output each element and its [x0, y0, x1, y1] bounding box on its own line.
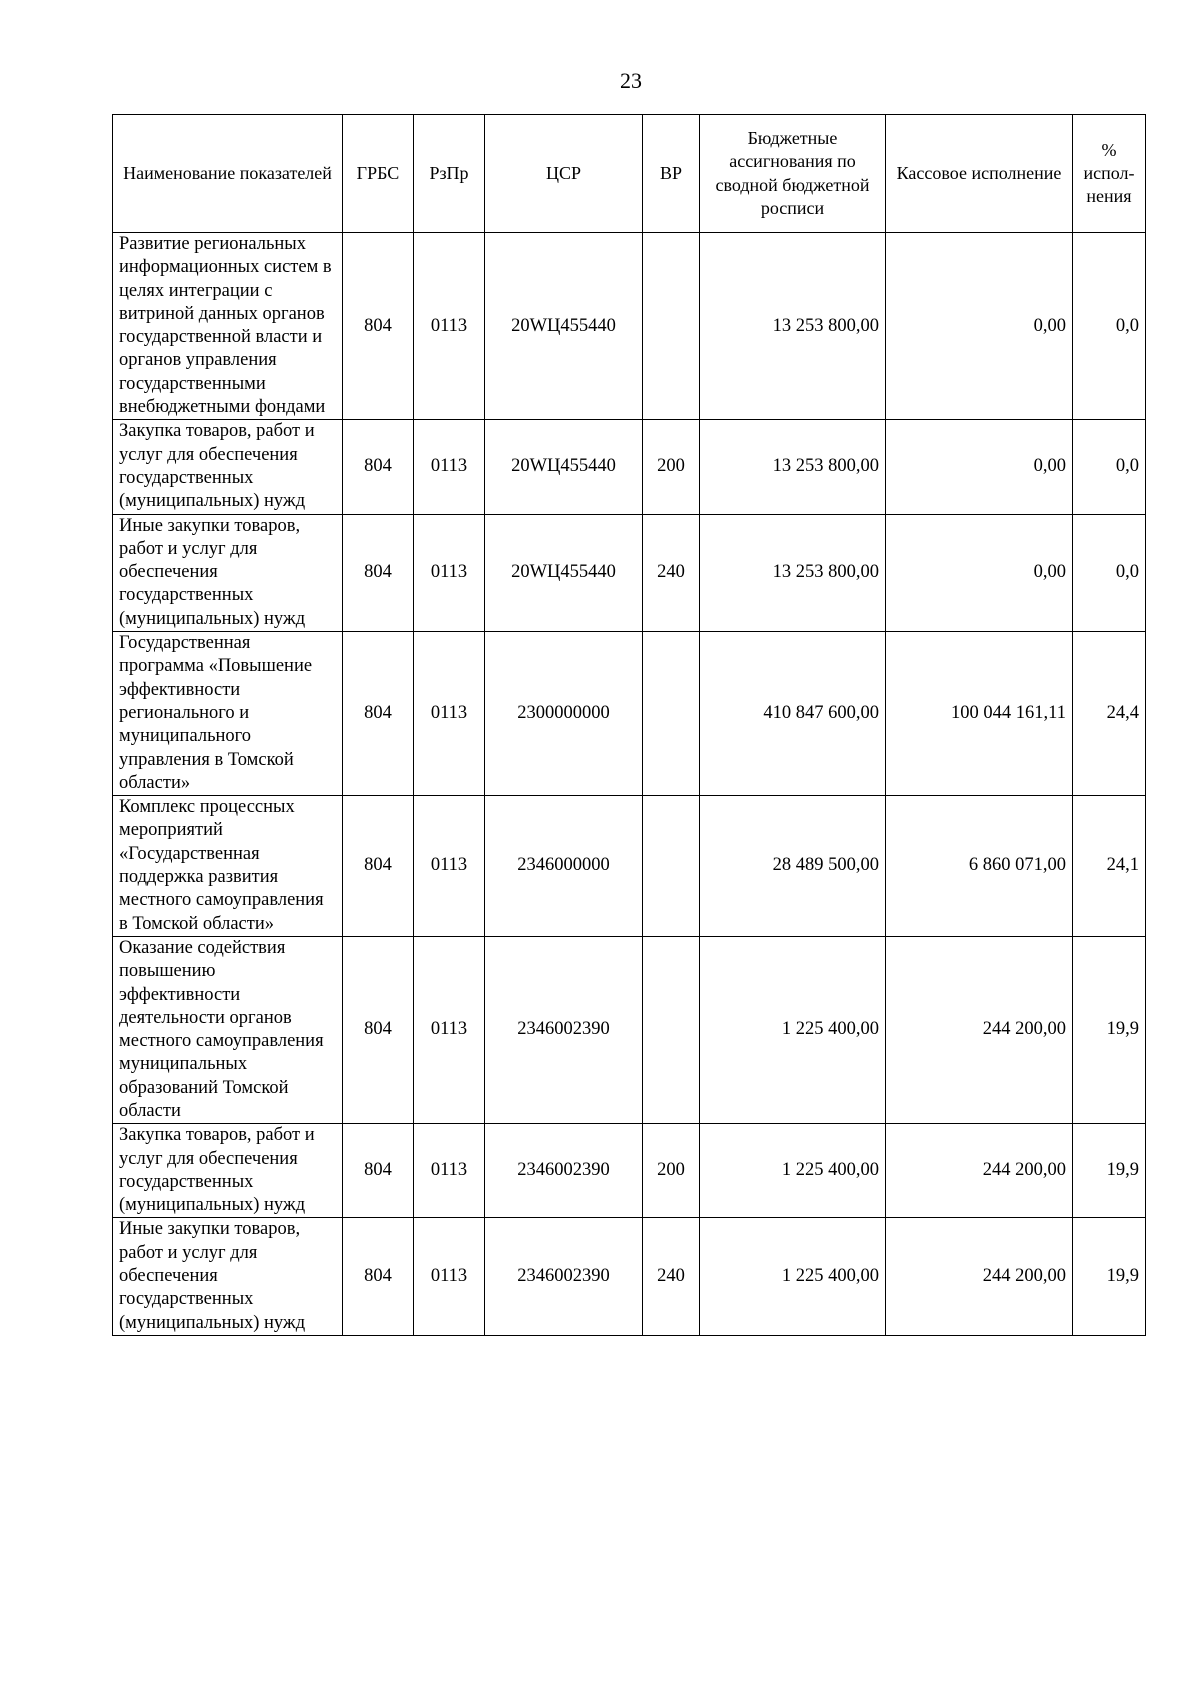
table-row [113, 514, 1146, 631]
cell-rzpr: 0113 [414, 233, 485, 420]
cell-grbs: 804 [343, 1124, 414, 1218]
cell-rzpr: 0113 [414, 796, 485, 937]
cell-csr: 2300000000 [485, 632, 643, 796]
cell-csr: 20WЦ455440 [485, 420, 643, 514]
cell-rzpr: 0113 [414, 420, 485, 514]
cell-vr [643, 233, 700, 420]
cell-name: Иные закупки товаров, работ и услуг для обеспечения государственных (муниципальных) нужд [113, 1218, 343, 1335]
cell-percent-execution: 19,9 [1073, 1218, 1146, 1335]
header-name: Наименование показателей [113, 115, 343, 233]
table-row [113, 796, 1146, 937]
cell-grbs: 804 [343, 514, 414, 631]
cell-name: Иные закупки товаров, работ и услуг для обеспечения государственных (муниципальных) нужд [113, 514, 343, 631]
cell-percent-execution: 0,0 [1073, 233, 1146, 420]
cell-cash-execution: 0,00 [886, 420, 1073, 514]
cell-grbs: 804 [343, 233, 414, 420]
table-body [113, 233, 1146, 1336]
cell-vr [643, 936, 700, 1123]
cell-allocations: 1 225 400,00 [700, 1218, 886, 1335]
cell-allocations: 13 253 800,00 [700, 514, 886, 631]
header-rzpr: РзПр [414, 115, 485, 233]
cell-vr [643, 632, 700, 796]
cell-percent-execution: 19,9 [1073, 1124, 1146, 1218]
cell-rzpr: 0113 [414, 936, 485, 1123]
cell-rzpr: 0113 [414, 514, 485, 631]
cell-name: Закупка товаров, работ и услуг для обеспечения государственных (муниципальных) нужд [113, 420, 343, 514]
table-row [113, 936, 1146, 1123]
header-grbs: ГРБС [343, 115, 414, 233]
table-row [113, 632, 1146, 796]
cell-vr [643, 796, 700, 937]
cell-grbs: 804 [343, 936, 414, 1123]
cell-rzpr: 0113 [414, 632, 485, 796]
cell-percent-execution: 0,0 [1073, 420, 1146, 514]
cell-csr: 20WЦ455440 [485, 514, 643, 631]
cell-csr: 20WЦ455440 [485, 233, 643, 420]
cell-percent-execution: 24,4 [1073, 632, 1146, 796]
cell-cash-execution: 244 200,00 [886, 936, 1073, 1123]
cell-cash-execution: 100 044 161,11 [886, 632, 1073, 796]
cell-allocations: 1 225 400,00 [700, 1124, 886, 1218]
cell-cash-execution: 244 200,00 [886, 1218, 1073, 1335]
cell-cash-execution: 6 860 071,00 [886, 796, 1073, 937]
cell-allocations: 13 253 800,00 [700, 233, 886, 420]
page-number: 23 [620, 68, 642, 93]
cell-rzpr: 0113 [414, 1124, 485, 1218]
cell-rzpr: 0113 [414, 1218, 485, 1335]
cell-grbs: 804 [343, 420, 414, 514]
cell-cash-execution: 0,00 [886, 514, 1073, 631]
cell-percent-execution: 24,1 [1073, 796, 1146, 937]
header-vr: ВР [643, 115, 700, 233]
cell-allocations: 410 847 600,00 [700, 632, 886, 796]
cell-csr: 2346000000 [485, 796, 643, 937]
cell-vr: 200 [643, 1124, 700, 1218]
table-row [113, 420, 1146, 514]
cell-vr: 240 [643, 1218, 700, 1335]
cell-allocations: 28 489 500,00 [700, 796, 886, 937]
cell-csr: 2346002390 [485, 1124, 643, 1218]
table-row [113, 1124, 1146, 1218]
cell-vr: 200 [643, 420, 700, 514]
cell-allocations: 1 225 400,00 [700, 936, 886, 1123]
cell-name: Оказание содействия повышению эффективности деятельности органов местного самоуправления муниципальных образований Томской области [113, 936, 343, 1123]
cell-percent-execution: 0,0 [1073, 514, 1146, 631]
cell-grbs: 804 [343, 1218, 414, 1335]
budget-execution-table [112, 114, 1146, 1336]
table-row [113, 1218, 1146, 1335]
header-percent-execution: % испол-нения [1073, 115, 1146, 233]
cell-percent-execution: 19,9 [1073, 936, 1146, 1123]
header-allocations: Бюджетные ассигнования по сводной бюджетной росписи [700, 115, 886, 233]
cell-cash-execution: 244 200,00 [886, 1124, 1073, 1218]
header-csr: ЦСР [485, 115, 643, 233]
table-header-row [113, 115, 1146, 233]
cell-cash-execution: 0,00 [886, 233, 1073, 420]
cell-csr: 2346002390 [485, 1218, 643, 1335]
cell-csr: 2346002390 [485, 936, 643, 1123]
cell-grbs: 804 [343, 796, 414, 937]
cell-allocations: 13 253 800,00 [700, 420, 886, 514]
cell-name: Закупка товаров, работ и услуг для обеспечения государственных (муниципальных) нужд [113, 1124, 343, 1218]
cell-name: Государственная программа «Повышение эффективности регионального и муниципального управления в Томской области» [113, 632, 343, 796]
cell-name: Комплекс процессных мероприятий «Государственная поддержка развития местного самоуправления в Томской области» [113, 796, 343, 937]
table-row [113, 233, 1146, 420]
cell-grbs: 804 [343, 632, 414, 796]
cell-name: Развитие региональных информационных систем в целях интеграции с витриной данных органов государственной власти и органов управления государственными внебюджетными фондами [113, 233, 343, 420]
cell-vr: 240 [643, 514, 700, 631]
header-cash-execution: Кассовое исполнение [886, 115, 1073, 233]
